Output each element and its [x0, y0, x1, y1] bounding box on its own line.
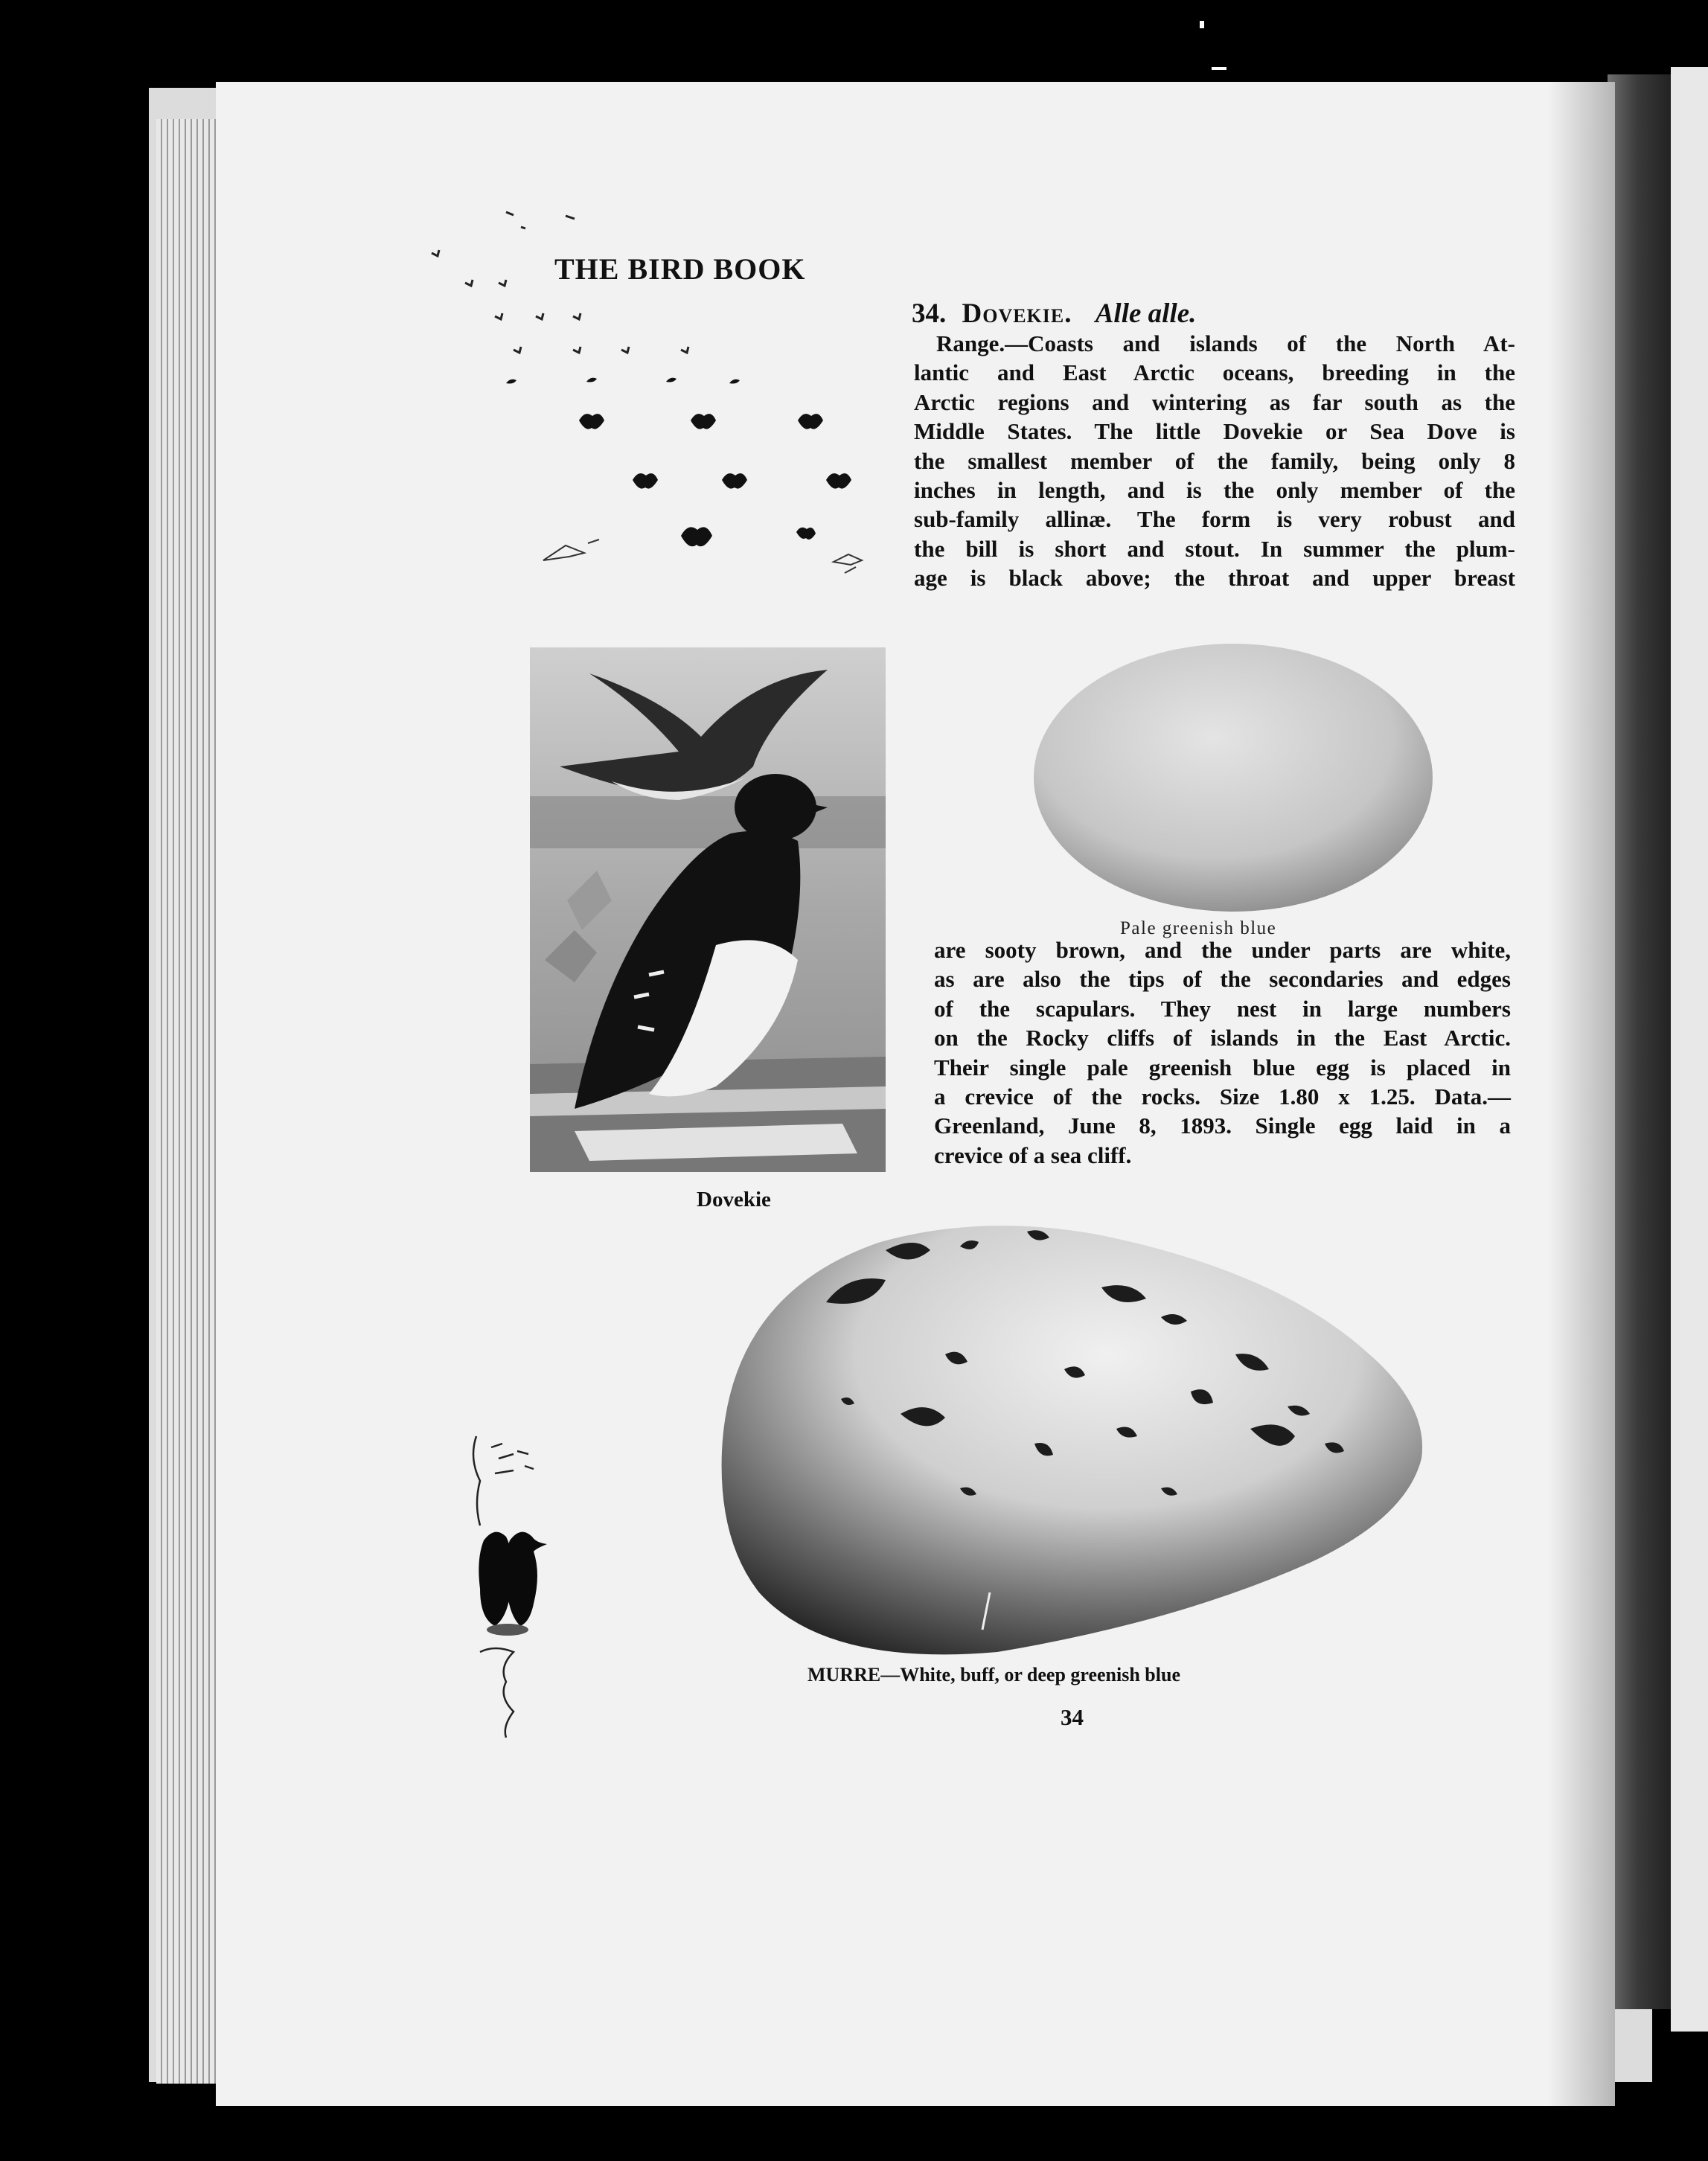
text-line: lantic and East Arctic oceans, breeding in the	[914, 359, 1515, 386]
text-line: a crevice of the rocks. Size 1.80 x 1.25. Data.—	[934, 1083, 1511, 1110]
page-edges	[156, 119, 220, 2084]
entry-text-top	[914, 329, 1515, 593]
dovekie-egg-caption: Pale greenish blue	[1120, 918, 1277, 938]
murre-egg-caption: MURRE—White, buff, or deep greenish blue	[807, 1664, 1180, 1685]
page-number: 34	[1061, 1704, 1084, 1730]
text-line: Greenland, June 8, 1893. Single egg laid in a	[934, 1112, 1511, 1139]
scan-speck	[1212, 67, 1226, 70]
entry-common-name: Dovekie.	[962, 298, 1072, 329]
text-line: sub-family allinæ. The form is very robust and	[914, 506, 1515, 533]
entry-text-bottom	[934, 935, 1511, 1170]
text-line: are sooty brown, and the under parts are white,	[934, 937, 1511, 963]
text-line: age is black above; the throat and upper breast	[914, 565, 1515, 592]
text-line: the bill is short and stout. In summer the plum-	[914, 535, 1515, 562]
text-line: on the Rocky cliffs of islands in the East Arctic.	[934, 1025, 1511, 1051]
text-line: as are also the tips of the secondaries and edges	[934, 966, 1511, 993]
entry-scientific-name: Alle alle.	[1095, 298, 1197, 329]
text-line: the smallest member of the family, being only 8	[914, 447, 1515, 474]
text-line: crevice of a sea cliff.	[934, 1142, 1132, 1168]
murre-egg-photo	[714, 1206, 1433, 1667]
entry-heading	[912, 298, 1196, 330]
facing-page-sliver	[1671, 67, 1708, 2032]
text-line: of the scapulars. They nest in large numbers	[934, 995, 1511, 1022]
entry-number: 34.	[912, 298, 947, 329]
dovekie-egg-photo	[1031, 640, 1436, 915]
text-line: inches in length, and is the only member of the	[914, 477, 1515, 504]
text-line: Range.—Coasts and islands of the North At-	[936, 330, 1515, 356]
penguins-margin-illustration	[461, 1429, 566, 1741]
dovekie-illustration	[530, 647, 886, 1172]
spine-shadow	[1548, 82, 1615, 2106]
running-header-title: THE BIRD BOOK	[554, 252, 806, 286]
text-line: Their single pale greenish blue egg is placed in	[934, 1054, 1511, 1080]
text-line: Middle States. The little Dovekie or Sea Dove is	[914, 418, 1515, 445]
dovekie-caption: Dovekie	[697, 1188, 771, 1211]
text-line: Arctic regions and wintering as far south as the	[914, 388, 1515, 415]
scan-speck	[1200, 21, 1204, 28]
